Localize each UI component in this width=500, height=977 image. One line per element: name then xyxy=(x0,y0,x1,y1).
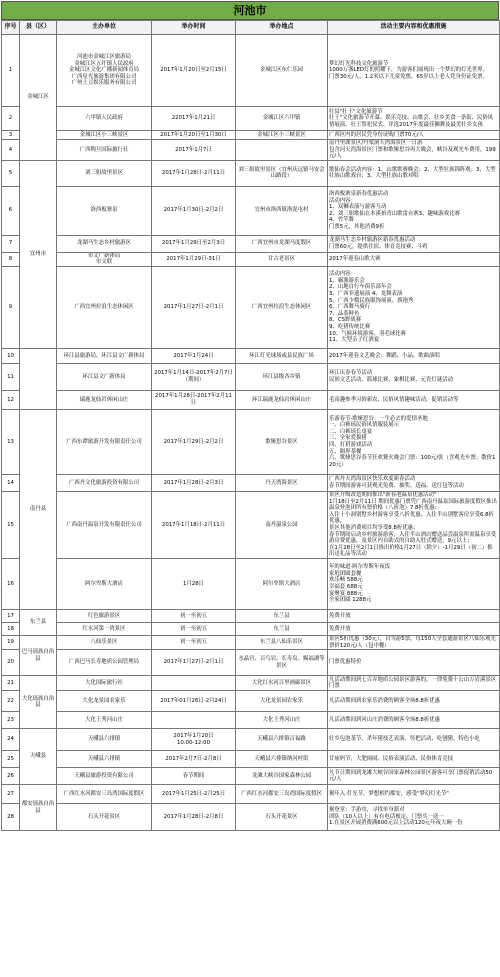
row-organizer: 洛西板寨泉 xyxy=(57,186,152,235)
row-organizer: 六甲镇人民政府 xyxy=(57,107,152,131)
row-organizer: 红色旅游景区 xyxy=(57,609,152,622)
table-row xyxy=(2,409,500,474)
row-organizer: 广西宜州拉浪生态休闲区 xyxy=(57,266,152,348)
row-county: 宜州市 xyxy=(20,160,57,348)
row-organizer: 广西红水河都安三岛湾国际度假区 xyxy=(57,785,152,804)
table-row xyxy=(2,107,500,131)
row-organizer: 河池市金城江区旅游局 金城江区五圩镇人民政府 金城江区文化广播新闻体育局 广西星光旅游集团有限公司 广州土豆娱乐服务有限公司 xyxy=(57,35,152,107)
row-organizer: 天峨县旅游投资有限公司 xyxy=(57,768,152,785)
row-county: 天峨县 xyxy=(20,729,57,785)
table-row xyxy=(2,235,500,252)
row-seq: 2 xyxy=(2,107,20,131)
table-row xyxy=(2,691,500,712)
row-seq: 17 xyxy=(2,609,20,622)
row-organizer: 天峨县六排镇 xyxy=(57,751,152,768)
row-seq: 3 xyxy=(2,131,20,140)
row-time: 初一至初五 xyxy=(152,622,236,635)
row-organizer: 阿尔卑斯大酒店 xyxy=(57,558,152,609)
row-time: 2017年1月28日-2月3日 xyxy=(152,474,236,491)
row-seq: 23 xyxy=(2,712,20,729)
row-county: 东兰县 xyxy=(20,609,57,635)
table-row xyxy=(2,622,500,635)
row-time: 2017年01月26日-2月24日 xyxy=(152,691,236,712)
row-content: 广西丹天湾海景区快乐欢度新春活动 春节期间游客可获观光免费、抽奖、送福、送红包等活动 xyxy=(328,474,500,491)
sheet-title: 河池市 xyxy=(1,1,499,20)
row-seq: 4 xyxy=(2,140,20,161)
row-organizer: 石头开花景区 xyxy=(57,804,152,831)
row-seq: 20 xyxy=(2,650,20,676)
row-place: 水晶宫、百鸟岩、长寿岛、赐福湖等景区 xyxy=(236,650,328,676)
row-content: 免费开放 xyxy=(328,622,500,635)
table-row xyxy=(2,390,500,409)
row-seq: 22 xyxy=(2,691,20,712)
row-seq: 10 xyxy=(2,348,20,363)
row-county xyxy=(20,348,57,409)
table-row xyxy=(2,186,500,235)
table-row xyxy=(2,348,500,363)
row-seq: 5 xyxy=(2,160,20,186)
row-organizer: 广西丹文化旅游投资有限公司 xyxy=(57,474,152,491)
header-organizer: 主办单位 xyxy=(57,21,152,35)
row-seq: 7 xyxy=(2,235,20,252)
row-time: 2017年1月29日至2月3日 xyxy=(152,235,236,252)
row-organizer: 广西东谭旅游开发有限责任公司 xyxy=(57,409,152,474)
row-content: 免费开放 xyxy=(328,609,500,622)
table-row xyxy=(2,131,500,140)
row-content: 广西区内的居民凭身份证购门票70元/人 xyxy=(328,131,500,140)
table-row xyxy=(2,252,500,266)
row-place: 龙滩大峡谷国家森林公园 xyxy=(236,768,328,785)
table-row xyxy=(2,785,500,804)
row-content: 凡节日期间到龙滩大峡谷国家森林公园景区游客可享门票促销活动50元/人 xyxy=(328,768,500,785)
row-place: 金城江区六甲镇 xyxy=(236,107,328,131)
row-seq: 13 xyxy=(2,409,20,474)
row-place: 宜州市洛西镇洛泥屯村 xyxy=(236,186,328,235)
row-organizer: 广西巴马长寿地质公园管理局 xyxy=(57,650,152,676)
row-organizer: 广西南丹温泉开发有限责任公司 xyxy=(57,491,152,558)
row-content: 2017年迎春文艺晚会：舞蹈、小品、歌曲演唱 xyxy=(328,348,500,363)
row-place: 大化王秀河山庄 xyxy=(236,712,328,729)
row-content: 壮县"壮王"文化旅游节 壮王"文化旅游节开幕、娱乐竞技、山歌会、壮乡美食一条街、民俗风情展演、壮王祭祀仪式、评选2017年度最佳狮舞及最美壮乡女孩 xyxy=(328,107,500,131)
row-county: 都安瑶族自治县 xyxy=(20,785,57,831)
row-content: 活动内容： 1、霸漁游乐会 2、山地自行车俱乐部年会 3、广西非遗展演 4、龙舞表演 5、广西少数民族服饰展演、旗袍秀 6、广西舞马骑行 7、品茶鲜鱼 8、CS野战赛 9、吃猪传统比赛 10、气候环境游客、羽毛球比赛 11、大型亲子红酒宴 xyxy=(328,266,500,348)
row-time: 2017年1月27日-2月1日 xyxy=(152,266,236,348)
row-content: 乐游春节·歌娅思谷：一生必去的爱情圣地 一、白裤瑶民俗风情服装展示 二、白裤瑶长桌宴 三、全家爱拔猪 四、打猎游戏活动 五、隔界茶餐 六、歌娅思谷春节狂欢篝火晚会门票：100元/张（含观光车票；散价120元） xyxy=(328,409,500,474)
row-organizer: 大化龙景园农家乐 xyxy=(57,691,152,712)
row-time: 2017年1月25日-2月25日 xyxy=(152,785,236,804)
row-organizer: 金城江区小三峡景区 xyxy=(57,131,152,140)
header-place: 举办地点 xyxy=(236,21,328,35)
table-row xyxy=(2,558,500,609)
row-content: 毛南趣参季习俗新农、民俗风情趣味活动，促销活动等 xyxy=(328,390,500,409)
row-county: 南丹县 xyxy=(20,409,57,609)
header-county: 县（区） xyxy=(20,21,57,35)
table-row xyxy=(2,676,500,691)
row-time xyxy=(152,712,236,729)
row-content: 南丹里湖景区/丹梁洞天湾海景区一日游 包含河天湾海景区门票和歌娅思谷再大晚会，峡谷及观光车费用，199元/人 xyxy=(328,140,500,161)
row-time: 春节期间 xyxy=(152,768,236,785)
table-row xyxy=(2,491,500,558)
row-seq: 16 xyxy=(2,558,20,609)
row-organizer: 广西陶旦国际旅行社 xyxy=(57,140,152,161)
row-seq: 15 xyxy=(2,491,20,558)
row-time: 2017年1月24日 xyxy=(152,348,236,363)
row-time: 2017年1月20日 10:00-12:00 xyxy=(152,729,236,751)
row-time: 2017年1月29日-31日 xyxy=(152,252,236,266)
table-body xyxy=(2,35,500,831)
row-time: 2017年1月28日-2月8日 xyxy=(152,804,236,831)
row-county: 金城江区 xyxy=(20,35,57,161)
header-time: 举办时间 xyxy=(152,21,236,35)
row-seq: 1 xyxy=(2,35,20,107)
row-place: 环江瑞鹿龙仙岩休闲山庄 xyxy=(236,390,328,409)
row-place: 石头开花景区 xyxy=(236,804,328,831)
row-place: 广西红水河都安三岛湾国际度假区 xyxy=(236,785,328,804)
row-time: 22017年1月21日 xyxy=(152,107,236,131)
row-place: 东兰县 xyxy=(236,609,328,622)
row-content: 歌仙春会活动内容：1、山歌歌赛晚会；2、大型壮族锦阵观；3、大型壮族山歌戏台；3、大型壮族山歌对唱 xyxy=(328,160,500,186)
row-content: 景区升级改造期间推出"新春泡温泉优惠活动" 1月18日至2月11日 期间优惠门票凭广西南丹温泉国际旅游度假区推出温泉登泡团所有票价格（八折泡）7.8折优惠； 入住十小洞别墅乡村游客享受八折优惠，入住半山别墅客房享受6.8折优惠， 景区其他消费项目均享受8.8折优惠； 春节期间启动乡村旅游游客，入住半山酒店赠送品尝温泉所需温泉享受游房费优惠，及景区内自助式的自助入驻式赠送，9元以上； 在1月28日至2月1日推出价格1月27日（除夕）-1月29日（初二）推出送礼品等活动 xyxy=(328,491,500,558)
table-header-row xyxy=(2,21,500,35)
row-place: 金城江区小三峡景区 xyxy=(236,131,328,140)
row-seq: 28 xyxy=(2,804,20,831)
row-seq: 25 xyxy=(2,751,20,768)
table-row xyxy=(2,729,500,751)
row-seq: 9 xyxy=(2,266,20,348)
row-county: 大化瑶族自治县 xyxy=(20,676,57,729)
table-row xyxy=(2,635,500,649)
row-time: 2017年1月20日至2月15日 xyxy=(152,35,236,107)
row-organizer: 天峨县六排镇 xyxy=(57,729,152,751)
row-seq: 24 xyxy=(2,729,20,751)
table-row xyxy=(2,160,500,186)
row-content: 梦幻灯光科技文化旅游节 1000万盏LED灯的照耀下，为游客们展现出一个梦幻的灯光世界。 门票30元/人，1.2米以下儿童免票，65岁以上老人凭身份证免票。 xyxy=(328,35,500,107)
row-seq: 8 xyxy=(2,252,20,266)
row-time: 2017年1月18日-2月11日 xyxy=(152,491,236,558)
row-organizer: 八仙乐景区 xyxy=(57,635,152,649)
row-place: 丹天湾海景区 xyxy=(236,474,328,491)
row-organizer: 红水河第一湾景区 xyxy=(57,622,152,635)
row-organizer: 环江县旅游局、环江县文广新体局 xyxy=(57,348,152,363)
row-content: 年的味道·阿尔卑斯年夜饭 家庭团圆套餐 欢乐畅 588元 幸福套 688元 宴聚宴 888元 全家团圆 1288元 xyxy=(328,558,500,609)
row-seq: 26 xyxy=(2,768,20,785)
row-content: 2017年迎春山歌大赛 xyxy=(328,252,500,266)
table-row xyxy=(2,363,500,390)
row-place: 南丹温泉公园 xyxy=(236,491,328,558)
header-content: 活动主要内容和优惠措施 xyxy=(328,21,500,35)
row-organizer: 大化国际旅行社 xyxy=(57,676,152,691)
row-content: 环江庆春春节活动 民间文艺活动、篮球比赛、象棋比赛、元宵灯谜活动 xyxy=(328,363,500,390)
table-row xyxy=(2,804,500,831)
row-place: 大化红水河百里画廊景区 xyxy=(236,676,328,691)
row-seq: 18 xyxy=(2,622,20,635)
row-time: 2017年1月14日-2017年2月7日（期间） xyxy=(152,363,236,390)
row-time: 2017年1月27日-2月1日 xyxy=(152,650,236,676)
row-content: 凡活动期间到农家乐消费的顾客全场8.8折优惠 xyxy=(328,691,500,712)
row-time: 2017年1月28日-2017年2月11日 xyxy=(152,390,236,409)
row-place: 环江灯光球场或县民族广场 xyxy=(236,348,328,363)
row-content: 猴登堂：手游巾，寻找单身派对 团队（10人以上）有有电话预定，门票买一送一 1.在景区开展消费满600元以上活动120元年夜大碗一份 xyxy=(328,804,500,831)
row-seq: 12 xyxy=(2,390,20,409)
row-time: 2017年1月20日至1月30日 xyxy=(152,131,236,140)
row-time: 2017年1月29日-2月2日 xyxy=(152,409,236,474)
row-seq: 19 xyxy=(2,635,20,649)
table-row xyxy=(2,712,500,729)
row-place: 天峨县六排镇纳河村街 xyxy=(236,751,328,768)
row-time: 2017年2月7日-2月8日 xyxy=(152,751,236,768)
row-place: 阿尔卑斯大酒店 xyxy=(236,558,328,609)
row-place: 广西宜州市龙湖马度假区 xyxy=(236,235,328,252)
document-sheet xyxy=(1,1,499,975)
row-seq: 6 xyxy=(2,186,20,235)
row-content: 洛西板寨泉新春优惠活动 活动内容： 1、双狮表演与游客互动 2、刘三姐歌仙在本溪抬青山歌雷台寨3、趣味游戏比赛 4、竹竿舞 门票5元，其他消费9折 xyxy=(328,186,500,235)
row-place: 东兰县八仙乐景区 xyxy=(236,635,328,649)
row-place: 歌娅思谷景区 xyxy=(236,409,328,474)
events-table xyxy=(1,20,500,831)
row-time xyxy=(152,676,236,691)
table-row xyxy=(2,768,500,785)
row-time: 初一至初五 xyxy=(152,609,236,622)
row-seq: 27 xyxy=(2,785,20,804)
row-content: 凡活动期间到河山庄消费的顾客全场8.8折优惠 xyxy=(328,712,500,729)
row-content: 龙湖马生态乡村旅游区新春优惠活动 门票60元，提供住宿、体育竞技赛、斗鸡 xyxy=(328,235,500,252)
table-row xyxy=(2,266,500,348)
row-organizer: 市文广新体局 市文联 xyxy=(57,252,152,266)
row-content: 猴年入·灯光节，梦想相约都安，感受"梦幻灯光节" xyxy=(328,785,500,804)
row-time: 1月28日 xyxy=(152,558,236,609)
row-content: 甘庙妈节，大肥闹闹、民俗表演活动、民俗体育竞技 xyxy=(328,751,500,768)
row-time: 2017年1月28日-2月11日 xyxy=(152,160,236,186)
row-seq: 11 xyxy=(2,363,20,390)
row-place: 金城江区东仁乐园 xyxy=(236,35,328,107)
row-organizer: 大化王秀河山庄 xyxy=(57,712,152,729)
row-place: 大化龙景园农家乐 xyxy=(236,691,328,712)
row-organizer: 瑞鹿龙仙岩休闲山庄 xyxy=(57,390,152,409)
row-organizer: 刘三姐故里景区 xyxy=(57,160,152,186)
row-content: 凡活动期间到七百弄地质公园景区游客的，一律免费十公山万岩溪景区门票 xyxy=(328,676,500,691)
table-row xyxy=(2,609,500,622)
row-place: 环江县级各乡镇 xyxy=(236,363,328,390)
table-row xyxy=(2,140,500,161)
row-seq: 21 xyxy=(2,676,20,691)
row-organizer: 环江县文广新体局 xyxy=(57,363,152,390)
row-place: 东兰县 xyxy=(236,622,328,635)
row-place xyxy=(236,140,328,161)
row-place: 刘三姐故里景区（宜州庆远镇马安会山路段） xyxy=(236,160,328,186)
row-content: 门票优惠特价 xyxy=(328,650,500,676)
row-organizer: 龙湖马生态乡村旅游区 xyxy=(57,235,152,252)
row-content: 壮乡包泡茶节，杀年猪技艺表演、竖把活动、吃刨猪、特色小吃 xyxy=(328,729,500,751)
row-content: 景区5折优惠（30元），自驾游5票，每150人全套通游景区八仙乐观光票价120元/人（包中餐） xyxy=(328,635,500,649)
row-time: 初一至初五 xyxy=(152,635,236,649)
table-row xyxy=(2,650,500,676)
row-place: 甘古老景区 xyxy=(236,252,328,266)
header-seq: 序号 xyxy=(2,21,20,35)
row-time: 2017年1月30日-2月2日 xyxy=(152,186,236,235)
row-place: 天峨县六排镇百福路 xyxy=(236,729,328,751)
row-county: 巴马瑶族自治县 xyxy=(20,635,57,675)
row-time: 2017年1月7日 xyxy=(152,140,236,161)
table-row xyxy=(2,474,500,491)
row-place: 广西宜州拉浪生态休闲区 xyxy=(236,266,328,348)
row-seq: 14 xyxy=(2,474,20,491)
table-row xyxy=(2,751,500,768)
table-row xyxy=(2,35,500,107)
